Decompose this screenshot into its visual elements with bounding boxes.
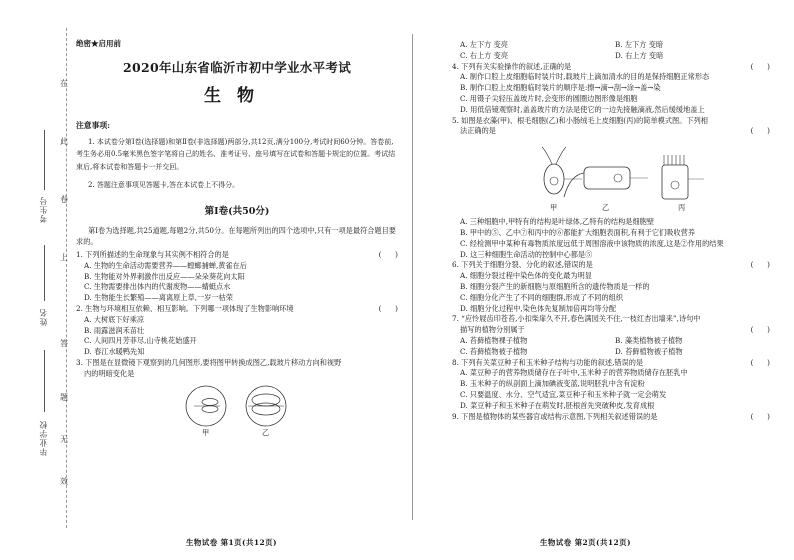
exam-number-line: [44, 130, 45, 190]
figure-label-yi: 乙: [262, 427, 270, 437]
question-stem-continued: 内的明暗变化是: [84, 368, 135, 378]
option: D. 生物能生长繁殖——离离原上草,一岁一枯荣: [84, 293, 233, 303]
option: D. 菜豆种子和玉米种子在萌发时,胚根首先突破种皮,发育成根: [460, 400, 655, 410]
option: C. 细胞分化产生了不同的细胞群,形成了不同的组织: [460, 292, 624, 302]
option: D. 春江水暖鸭先知: [84, 347, 145, 357]
question-stem: 4. 下列有关实验操作的叙述,正确的是 ( ): [452, 61, 770, 71]
secret-mark: 绝密★启用前: [76, 39, 121, 48]
question-stem: 2. 生物与环境相互依赖、相互影响。下列哪一项体现了生物影响环境 ( ): [76, 304, 398, 314]
option-row: [460, 347, 770, 358]
question-stem: 1. 下列所描述的生命现象与其实例不相符合的是 ( ): [76, 250, 398, 260]
option: C. 用镊子尖轻压盖玻片时,会变形的圆圈边图形像是细胞: [460, 93, 638, 103]
answer-paren: ( ): [750, 411, 770, 421]
option: C. 只要温度、水分、空气适宜,菜豆种子和玉米种子就一定会萌发: [460, 389, 667, 399]
answer-paren: ( ): [378, 250, 398, 260]
question-stem: 5. 如图是衣藻(甲)、根毛细胞(乙)和小肠绒毛上皮细胞(丙)的简单模式图。下列相: [452, 115, 708, 125]
notes-heading: 注意事项:: [76, 120, 111, 130]
margin-word: 卷: [60, 195, 68, 204]
name-line: [44, 245, 45, 301]
answer-paren: ( ): [750, 260, 770, 270]
cut-line: [66, 28, 67, 528]
option: B. 雨露滋润禾苗壮: [84, 325, 145, 335]
option: A. 三种细胞中,甲特有的结构是叶绿体,乙特有的结构是细胞壁: [460, 217, 655, 227]
question-block: [76, 304, 398, 358]
school-label: 毕业学校: [39, 420, 48, 456]
option-row: [460, 40, 770, 51]
option: C. 经检测甲中某种有毒物质浓度远低于周围溶液中该物质的浓度,这是②作用的结果: [460, 238, 724, 248]
note-item: 2. 答题注意事项见答题卡,答在本试卷上不得分。: [88, 180, 240, 189]
option: A. 大树底下好乘凉: [84, 314, 145, 324]
figure-label-jia: 甲: [202, 427, 210, 437]
option-row: [460, 336, 770, 347]
option: D. 用低倍镜观察时,盖盖玻片的方法是使它的一边先接触滴液,然后缓缓地盖上: [460, 104, 705, 114]
page-1: [76, 38, 398, 440]
answer-paren: ( ): [750, 61, 770, 71]
school-line: [44, 350, 45, 412]
part-1-intro: 第Ⅰ卷为选择题,共25道题,每题2分,共50分。在每题所列出的四个选项中,只有一项是最符合题目要求的。: [76, 226, 396, 247]
option: D. 右上方 变暗: [615, 50, 664, 60]
option: B. 左下方 变暗: [615, 40, 664, 49]
note-item: 1. 本试卷分第Ⅰ卷(选择题)和第Ⅱ卷(非选择题)两部分,共12页,满分100分,考试时间60分钟。答卷前,考生务必用0.5毫米黑色签字笔将自己的姓名、准考证号、座号填写在试卷和答题卡规定的位置。考试结束后,将本试卷和答题卡一并交回。: [76, 138, 396, 171]
option: C. 生物需要排出体内的代谢废物——蜻蜓点水: [84, 282, 231, 292]
exam-number-label: 考生号: [39, 196, 48, 223]
figure-label-yi: 乙: [602, 203, 610, 213]
margin-word: 在: [60, 79, 68, 88]
option: B. 细胞分裂产生的新细胞与原细胞所含的遗传物质是一样的: [460, 281, 650, 291]
question-stem: 6. 下列关于细胞分裂、分化的叙述,错误的是 ( ): [452, 260, 770, 270]
answer-paren: ( ): [378, 304, 398, 314]
page-2-footer: 生物试卷 第2页(共12页): [540, 538, 631, 547]
question-block: [452, 314, 770, 357]
option: A. 生物的生命活动需要营养——螳螂捕蝉,黄雀在后: [84, 260, 247, 270]
question-block: [452, 358, 770, 412]
option: B. 制作口腔上皮细胞临时装片的顺序是:擦→滴→刮→涂→盖→染: [460, 83, 661, 93]
question-stem: 3. 下图是在显微镜下观察到的几何图形,要将图甲转换成图乙,载玻片移动方向和视野: [76, 358, 342, 367]
page-2: [452, 40, 770, 422]
question-block: [452, 412, 770, 423]
question-stem-continued: 法正确的是 ( ): [460, 126, 770, 136]
option: A. 制作口腔上皮细胞临时装片时,载玻片上滴加清水的目的是保持细胞正常形态: [460, 72, 710, 82]
subject-title: 生物: [204, 86, 270, 106]
question-stem-continued: 描写的植物分别属于 ( ): [460, 325, 770, 335]
question-block: [76, 358, 398, 440]
option: D. 这三种细胞生命活动的控制中心都是⑤: [460, 249, 593, 259]
answer-paren: ( ): [750, 126, 770, 136]
part-1-title: 第Ⅰ卷(共50分): [204, 206, 270, 218]
option-row: [460, 51, 770, 62]
question-stem: 8. 下列有关菜豆种子和玉米种子结构与功能的叙述,错误的是 ( ): [452, 357, 770, 367]
margin-word: 此: [60, 137, 68, 146]
question-block: [452, 260, 770, 314]
answer-paren: ( ): [750, 357, 770, 367]
question-stem: 9. 下图是植物体的某些器官或结构示意图,下列相关叙述错误的是 ( ): [452, 411, 770, 421]
question-block: [452, 116, 770, 216]
margin-word: 无: [60, 435, 68, 444]
margin-word: 效: [60, 477, 68, 486]
name-label: 姓名: [39, 308, 48, 326]
option: C. 右上方 变亮: [460, 50, 509, 60]
page-divider: [412, 34, 413, 520]
figure-label-jia: 甲: [550, 203, 558, 213]
margin-word: 答: [60, 339, 68, 348]
option: B. 生物能对外界刺激作出反应——朵朵葵花向太阳: [84, 271, 245, 281]
option: A. 左下方 变亮: [460, 40, 508, 49]
question-block: [452, 62, 770, 116]
figure-label-bing: 丙: [678, 203, 686, 213]
microscope-figure: [76, 382, 398, 440]
margin-word: 上: [60, 253, 68, 262]
option: B. 甲中的⑤、乙中⑦和丙中的⑥都能扩大细胞表面积,有利于它们吸收营养: [460, 227, 695, 237]
option: D. 苔藓植物被子植物: [615, 346, 683, 356]
binding-margin: [0, 0, 70, 560]
option: B. 玉米种子的纵剖面上滴加碘液变蓝,说明胚乳中含有淀粉: [460, 379, 645, 389]
option: D. 细胞分化过程中,染色体先复制加倍再均等分配: [460, 303, 617, 313]
option: A. 菜豆种子的营养物质储存在子叶中,玉米种子的营养物质储存在胚乳中: [460, 368, 688, 378]
question-block: [76, 250, 398, 304]
option: C. 苔藓植物被子植物: [460, 346, 528, 356]
page-1-footer: 生物试卷 第1页(共12页): [186, 538, 277, 547]
option: A. 细胞分裂过程中染色体的变化最为明显: [460, 271, 592, 281]
cells-figure: [452, 139, 770, 215]
option: B. 藻类植物被子植物: [615, 335, 683, 345]
exam-title: 2020年山东省临沂市初中学业水平考试: [123, 60, 351, 76]
margin-word: 题: [60, 393, 68, 402]
option: A. 苔藓植物裸子植物: [460, 335, 528, 345]
question-block: [452, 217, 770, 260]
option: C. 人间四月芳菲尽,山寺桃花始盛开: [84, 336, 197, 346]
question-stem: 7. “应怜屐齿印苍苔,小扣柴扉久不开,春色满园关不住,一枝红杏出墙来”,诗句中: [452, 314, 701, 324]
answer-paren: ( ): [750, 325, 770, 335]
